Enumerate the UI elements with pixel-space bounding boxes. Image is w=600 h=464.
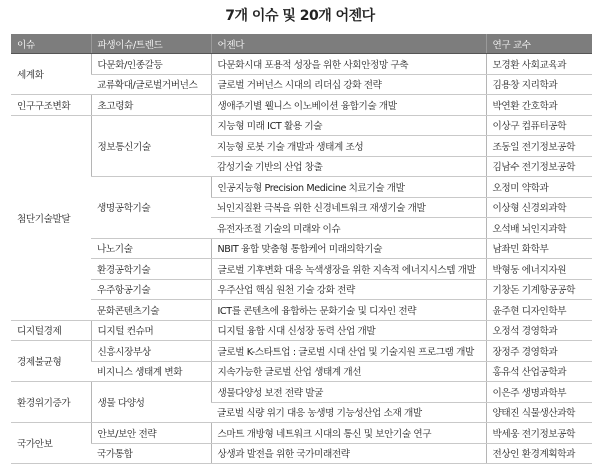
trend-cell: 생물 다양성 [91,382,211,423]
professor-cell: 오석배 뇌인지과학 [486,218,592,239]
issue-cell: 첨단기술발달 [11,115,91,320]
trend-cell: 문화콘텐츠기술 [91,300,211,321]
professor-cell: 모경환 사회교육과 [486,54,592,75]
table-row [11,177,592,198]
agenda-cell: 생물다양성 보전 전략 발굴 [211,382,486,403]
agenda-cell: 지능형 로봇 기술 개발과 생태계 조성 [211,136,486,157]
table-body [11,54,592,464]
trend-cell: 초고령화 [91,95,211,116]
agenda-cell: 상생과 발전을 위한 국가미래전략 [211,443,486,464]
professor-cell: 양태진 식물생산과학 [486,402,592,423]
issue-cell: 디지털경제 [11,320,91,341]
trend-cell: 환경공학기술 [91,259,211,280]
page-title: 7개 이슈 및 20개 어젠다 [225,8,375,24]
agenda-cell: 우주산업 핵심 원천 기술 강화 전략 [211,279,486,300]
table-row [11,259,592,280]
trend-cell: 디지털 컨슈머 [91,320,211,341]
table-row [11,300,592,321]
trend-cell: 우주항공기술 [91,279,211,300]
professor-cell: 김남수 전기정보공학 [486,156,592,177]
professor-cell: 박연환 간호학과 [486,95,592,116]
trend-cell: 정보통신기술 [91,115,211,177]
professor-cell: 이은주 생명과학부 [486,382,592,403]
issue-cell: 환경위기증가 [11,382,91,423]
trend-cell: 다문화/인종갈등 [91,54,211,75]
professor-cell: 이상구 컴퓨터공학 [486,115,592,136]
agenda-cell: 디지털 융합 시대 신성장 동력 산업 개발 [211,320,486,341]
table-row [11,361,592,382]
trend-cell: 신흥시장부상 [91,341,211,362]
issue-cell: 세계화 [11,54,91,95]
table-row [11,74,592,95]
table-row [11,341,592,362]
agenda-cell: 스마트 개방형 네트워크 시대의 통신 및 보안기술 연구 [211,423,486,444]
professor-cell: 조동일 전기정보공학 [486,136,592,157]
agenda-cell: 유전자조절 기술의 미래와 이슈 [211,218,486,239]
table-row [11,382,592,403]
agenda-cell: 글로벌 식량 위기 대응 농생명 기능성산업 소재 개발 [211,402,486,423]
agenda-cell: 글로벌 기후변화 대응 녹색생장을 위한 지속적 에너지시스템 개발 [211,259,486,280]
professor-cell: 남좌민 화학부 [486,238,592,259]
agenda-cell: 글로벌 K-스타트업 : 글로벌 시대 산업 및 기술지원 프로그램 개발 [211,341,486,362]
agenda-cell: 생애주기별 웰니스 이노베이션 융합기술 개발 [211,95,486,116]
professor-cell: 장정주 경영학과 [486,341,592,362]
agenda-cell: 인공지능형 Precision Medicine 치료기술 개발 [211,177,486,198]
professor-cell: 홍유석 산업공학과 [486,361,592,382]
agenda-cell: 지속가능한 글로벌 산업 생태계 개선 [211,361,486,382]
trend-cell: 생명공학기술 [91,177,211,239]
table-row [11,115,592,136]
professor-cell: 오정석 경영학과 [486,320,592,341]
agenda-table [11,34,592,464]
trend-cell: 국가통합 [91,443,211,464]
header-issue: 이슈 [11,34,91,54]
trend-cell: 안보/보안 전략 [91,423,211,444]
issue-cell: 경제불균형 [11,341,91,382]
issue-cell: 국가안보 [11,423,91,464]
agenda-cell: ICT를 콘텐츠에 융합하는 문화기술 및 디자인 전략 [211,300,486,321]
professor-cell: 이상형 신경외과학 [486,197,592,218]
issue-cell: 인구구조변화 [11,95,91,116]
professor-cell: 윤주현 디자인학부 [486,300,592,321]
agenda-cell: 뇌인지질환 극복을 위한 신경네트워크 재생기술 개발 [211,197,486,218]
table-header-row [11,34,592,54]
table-row [11,423,592,444]
header-professor: 연구 교수 [486,34,592,54]
professor-cell: 김용창 지리학과 [486,74,592,95]
agenda-cell: 다문화시대 포용적 성장을 위한 사회안정망 구축 [211,54,486,75]
table-row [11,54,592,75]
professor-cell: 오정미 약학과 [486,177,592,198]
table-row [11,279,592,300]
trend-cell: 교류확대/글로벌거버넌스 [91,74,211,95]
professor-cell: 전상인 환경계획학과 [486,443,592,464]
table-row [11,320,592,341]
agenda-cell: NBIT 융합 맞춤형 통합케어 미래의학기술 [211,238,486,259]
header-agenda: 어젠다 [211,34,486,54]
header-trend: 파생이슈/트렌드 [91,34,211,54]
agenda-cell: 글로벌 거버넌스 시대의 리더십 강화 전략 [211,74,486,95]
table-row [11,238,592,259]
professor-cell: 박형동 에너지자원 [486,259,592,280]
professor-cell: 기창돈 기계항공공학 [486,279,592,300]
table-row [11,95,592,116]
agenda-cell: 지능형 미래 ICT 활용 기술 [211,115,486,136]
agenda-cell: 감성기술 기반의 산업 창출 [211,156,486,177]
professor-cell: 박세웅 전기정보공학 [486,423,592,444]
trend-cell: 나노기술 [91,238,211,259]
table-row [11,443,592,464]
trend-cell: 비지니스 생태계 변화 [91,361,211,382]
